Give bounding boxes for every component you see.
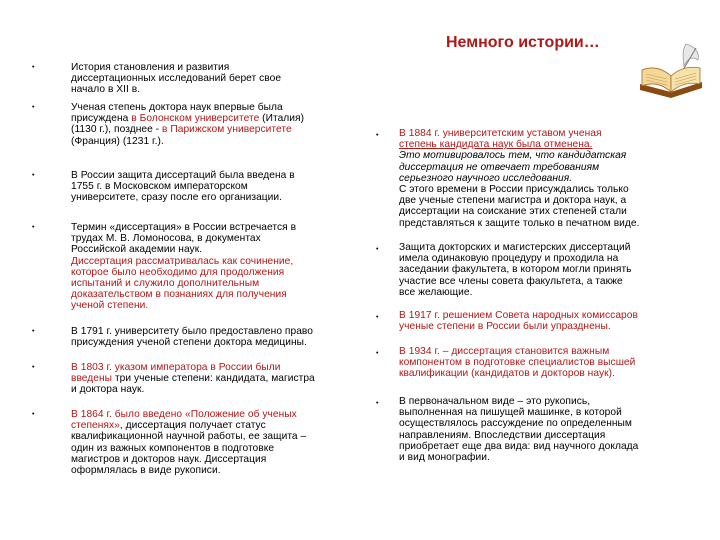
text-segment: диссертации на соискание этих степеней стали bbox=[399, 206, 627, 218]
text-segment: все желающие. bbox=[399, 286, 473, 298]
text-line bbox=[71, 326, 361, 337]
text-line bbox=[71, 454, 361, 465]
text-segment: квалификации (кандидатов и докторов наук). bbox=[399, 368, 615, 380]
text-line bbox=[399, 173, 705, 184]
text-segment: 1755 г. в Московском императорском bbox=[71, 181, 248, 193]
text-line bbox=[399, 407, 705, 418]
text-line bbox=[71, 222, 361, 233]
text-line bbox=[399, 139, 705, 150]
text-segment: компонентом в подготовке специалистов высшей bbox=[399, 357, 636, 369]
bullet: • bbox=[376, 400, 379, 407]
list-item bbox=[71, 409, 361, 476]
text-segment: заседании факультета, в котором могли принять bbox=[399, 264, 632, 276]
bullet: • bbox=[376, 246, 379, 253]
text-line bbox=[399, 452, 705, 463]
text-segment: имела одинаковую процедуру и проходила на bbox=[399, 253, 619, 265]
bullet: • bbox=[32, 104, 35, 111]
text-line bbox=[399, 150, 705, 161]
page-title: Немного истории… bbox=[446, 34, 600, 51]
text-segment: которое было необходимо для продолжения bbox=[71, 266, 285, 278]
bullet: • bbox=[376, 314, 379, 321]
bullet: • bbox=[32, 411, 35, 418]
text-segment: ученой степени. bbox=[71, 300, 149, 312]
text-segment: университете, сразу после его организации. bbox=[71, 192, 283, 204]
text-line bbox=[71, 409, 361, 420]
bullet: • bbox=[32, 64, 35, 71]
text-segment: В 1864 г. было введено «Положение об ученых bbox=[71, 409, 297, 420]
text-line bbox=[71, 300, 361, 311]
bullet: • bbox=[376, 350, 379, 357]
text-segment: В 1884 г. университетским уставом ученая bbox=[399, 128, 602, 139]
list-item bbox=[399, 242, 705, 298]
text-segment: осуществлялось рассуждение по определенным bbox=[399, 418, 632, 430]
text-segment: В 1803 г. указом императора в России были bbox=[71, 362, 281, 373]
text-line bbox=[399, 128, 705, 139]
text-line bbox=[399, 264, 705, 275]
text-segment: Защита докторских и магистерских диссертаций bbox=[399, 242, 631, 253]
text-segment: представляться к защите только в печатном виде. bbox=[399, 217, 640, 229]
text-segment: испытаний и служило дополнительным bbox=[71, 278, 260, 290]
text-line bbox=[71, 373, 361, 384]
bullet: • bbox=[32, 172, 35, 179]
text-segment: (1130 г.), позднее - bbox=[71, 124, 163, 136]
text-line bbox=[71, 337, 361, 348]
text-segment: магистров и докторов наук. Диссертация bbox=[71, 453, 267, 465]
bullet: • bbox=[32, 328, 35, 335]
text-line bbox=[71, 113, 361, 124]
text-segment: две ученые степени магистра и доктора наук, а bbox=[399, 195, 627, 207]
text-segment: трудах М. В. Ломоносова, в документах bbox=[71, 233, 261, 245]
text-line bbox=[71, 62, 361, 73]
text-segment: один из важных компонентов в подготовке bbox=[71, 442, 275, 454]
text-line bbox=[71, 267, 361, 278]
text-line bbox=[399, 396, 705, 407]
text-segment: доказательством в познаниях для получения bbox=[71, 289, 287, 301]
text-segment: Российской академии наук. bbox=[71, 244, 203, 256]
text-segment: направлениям. Впоследствии диссертация bbox=[399, 429, 606, 441]
text-segment: и вид монографии. bbox=[399, 452, 490, 464]
text-segment: , диссертация получает статус bbox=[119, 420, 266, 432]
text-line bbox=[71, 136, 361, 147]
text-line bbox=[399, 441, 705, 452]
text-segment: серьезного научного исследования. bbox=[399, 172, 573, 184]
text-segment: начало в XII в. bbox=[71, 84, 141, 96]
list-item bbox=[71, 102, 361, 147]
text-segment: (Италия) bbox=[259, 113, 305, 125]
text-segment: (Франция) (1231 г.). bbox=[71, 135, 164, 147]
text-line bbox=[71, 289, 361, 300]
text-line bbox=[71, 84, 361, 95]
text-line bbox=[399, 206, 705, 217]
text-segment: Диссертация рассматривалась как сочинение, bbox=[71, 255, 294, 267]
text-segment: в Болонском университете bbox=[131, 113, 260, 125]
text-line bbox=[399, 184, 705, 195]
text-segment: Ученая степень доктора наук впервые была bbox=[71, 102, 283, 113]
text-line bbox=[399, 253, 705, 264]
text-line bbox=[399, 276, 705, 287]
text-line bbox=[71, 244, 361, 255]
text-line bbox=[399, 346, 705, 357]
text-segment: В первоначальном виде – это рукопись, bbox=[399, 396, 591, 407]
text-line bbox=[71, 278, 361, 289]
text-segment: диссертация не отвечает требованиям bbox=[399, 161, 600, 173]
text-segment: История становления и развития bbox=[71, 62, 230, 73]
text-segment: выполненная на пишущей машинке, в которой bbox=[399, 407, 622, 419]
text-line bbox=[71, 384, 361, 395]
list-item bbox=[399, 346, 705, 380]
text-segment: диссертационных исследований берет свое bbox=[71, 73, 282, 85]
text-line bbox=[399, 195, 705, 206]
text-line bbox=[399, 357, 705, 368]
open-book-with-quill-icon bbox=[636, 40, 706, 110]
text-line bbox=[399, 430, 705, 441]
text-line bbox=[71, 102, 361, 113]
bullet: • bbox=[32, 364, 35, 371]
text-segment: В 1934 г. – диссертация становится важным bbox=[399, 346, 610, 357]
text-segment: введены bbox=[71, 373, 113, 385]
text-line bbox=[399, 321, 705, 332]
text-segment: и доктора наук. bbox=[71, 384, 145, 396]
text-line bbox=[71, 420, 361, 431]
bullet: • bbox=[376, 132, 379, 139]
text-line bbox=[71, 73, 361, 84]
text-line bbox=[399, 310, 705, 321]
text-segment: С этого времени в России присуждались только bbox=[399, 184, 629, 196]
text-segment: оформлялась в виде рукописи. bbox=[71, 465, 221, 477]
text-line bbox=[71, 181, 361, 192]
text-line bbox=[71, 170, 361, 181]
text-segment: присуждения ученой степени доктора медицины. bbox=[71, 337, 307, 349]
text-segment: три ученые степени: кандидата, магистра bbox=[112, 373, 315, 385]
text-line bbox=[71, 465, 361, 476]
text-segment: Это мотивировалось тем, что кандидатская bbox=[399, 150, 627, 162]
text-line bbox=[399, 162, 705, 173]
text-line bbox=[399, 242, 705, 253]
text-line bbox=[71, 443, 361, 454]
text-segment: приобретает еще два вида: вид научного доклада bbox=[399, 440, 639, 452]
list-item bbox=[71, 222, 361, 312]
text-segment: Термин «диссертация» в России встречается в bbox=[71, 222, 297, 233]
text-line bbox=[399, 368, 705, 379]
list-item bbox=[71, 326, 361, 348]
text-line bbox=[71, 233, 361, 244]
text-segment: присуждена bbox=[71, 113, 132, 125]
text-line bbox=[71, 192, 361, 203]
text-segment: квалификационной научной работы, ее защита – bbox=[71, 431, 307, 443]
text-line bbox=[399, 287, 705, 298]
text-segment: участие все члены совета факультета, а также bbox=[399, 275, 623, 287]
bullet: • bbox=[32, 224, 35, 231]
text-segment: В 1791 г. университету было предоставлено право bbox=[71, 326, 313, 337]
text-line bbox=[71, 431, 361, 442]
text-segment: степенях» bbox=[71, 420, 120, 432]
text-segment: ученые степени в России были упразднены. bbox=[399, 321, 611, 333]
text-segment: в Парижском университете bbox=[162, 124, 292, 136]
text-segment: степень кандидата наук была отменена. bbox=[399, 139, 593, 151]
text-line bbox=[71, 124, 361, 135]
list-item bbox=[399, 396, 705, 463]
list-item bbox=[71, 170, 361, 204]
list-item bbox=[399, 310, 705, 332]
list-item bbox=[71, 362, 361, 396]
text-line bbox=[71, 362, 361, 373]
text-line bbox=[71, 256, 361, 267]
text-line bbox=[399, 418, 705, 429]
text-segment: В 1917 г. решением Совета народных комиссаров bbox=[399, 310, 638, 321]
list-item bbox=[399, 128, 705, 229]
text-segment: В России защита диссертаций была введена в bbox=[71, 170, 295, 181]
list-item bbox=[71, 62, 361, 96]
text-line bbox=[399, 218, 705, 229]
